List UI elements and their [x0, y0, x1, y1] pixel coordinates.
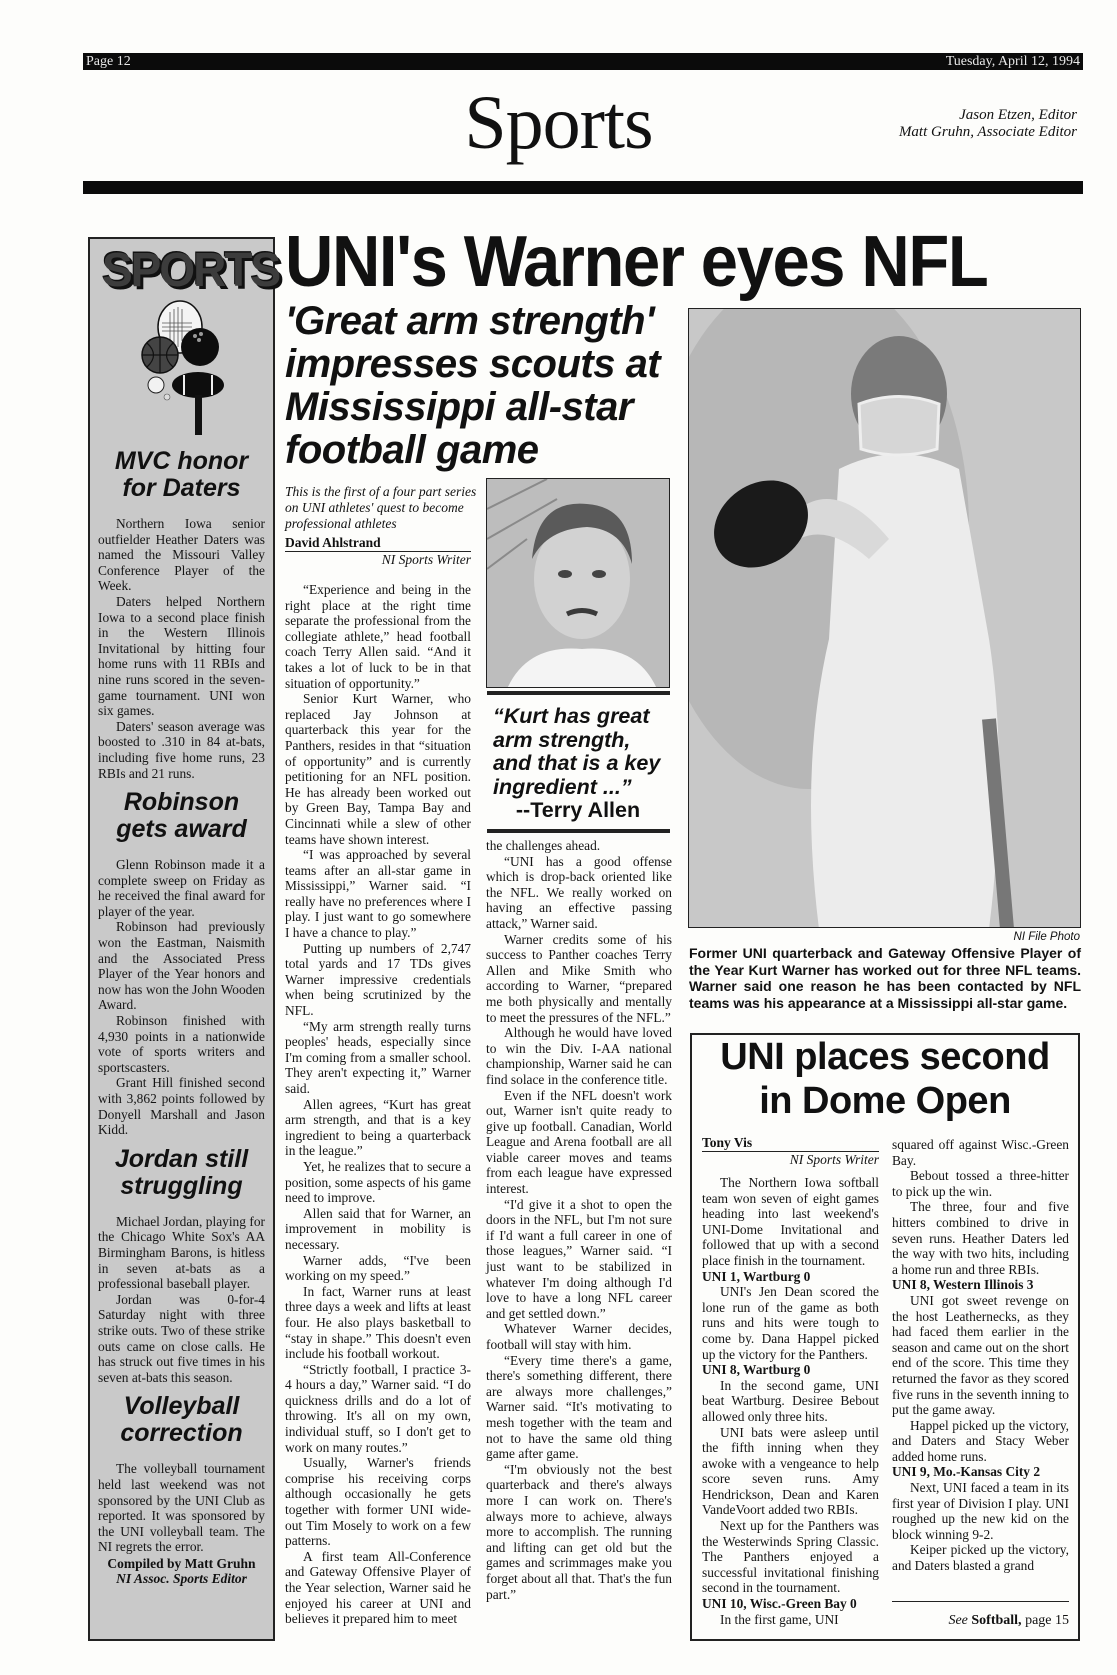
byline-name: Tony Vis [702, 1135, 879, 1152]
softball-headline-line1: UNI places second [720, 1036, 1050, 1078]
brief-paragraph: Robinson finished with 4,930 points in a nationwide vote of sports writers and sportscasters. [98, 1013, 265, 1075]
coach-portrait-icon [487, 479, 670, 688]
brief-paragraph: Jordan was 0-for-4 Saturday night with three strike outs. Two of these strike outs came on close calls. He has struck out five times in his seven at-bats this season. [98, 1291, 265, 1385]
story-paragraph: “I'd give it a shot to open the doors in the NFL, but I'm not sure if I'd want a full career in one of those leagues,” Warner said. “I just want to be stabilized in whatever I'm doing although I'd love to have a long NFL career and get settled down.” [486, 1196, 672, 1321]
byline-role: NI Sports Writer [789, 1152, 879, 1167]
series-note: This is the first of a four part series on UNI athletes' quest to become professional athletes [285, 484, 477, 531]
story-paragraph: “Experience and being in the right place at the right time separate the professional from the collegiate athlete,” head football coach Terry Allen said. “And it takes a lot of luck to be in that situation of opportunity.” [285, 582, 471, 691]
jump-topic: Softball, [971, 1613, 1022, 1628]
story-paragraph: UNI bats were asleep until the fifth inning when they awoke with a vengeance to help score seven runs. Amy Hendrickson, Dean and Karen VandeVoort added two RBIs. [702, 1424, 879, 1518]
main-headline: UNI's Warner eyes NFL [285, 222, 988, 302]
brief-heading-robinson: Robinson gets award [116, 788, 247, 844]
story-paragraph: Even if the NFL doesn't work out, Warner isn't quite ready to give up football. Canadian, World League and Arena football are all viable career moves and teams from each league have expressed interest. [486, 1087, 672, 1197]
byline-role: NI Sports Writer [381, 552, 471, 567]
story-paragraph: “I was approached by several teams after an all-star game in Mississippi,” Warner said. “I really have no preferences where I play. I just want to go somewhere I have a chance to play.” [285, 847, 471, 941]
main-story-column-1 [285, 582, 471, 1627]
jump-rule [892, 1601, 1069, 1602]
compiled-by: Compiled by Matt Gruhn [107, 1555, 256, 1571]
jump-page: page 15 [1025, 1613, 1069, 1628]
story-paragraph: Happel picked up the victory, and Daters and Stacy Weber added home runs. [892, 1417, 1069, 1464]
softball-headline [692, 1035, 1078, 1123]
brief-paragraph: Northern Iowa senior outfielder Heather Daters was named the Missouri Valley Conference Player of the Week. [98, 516, 265, 594]
compiler-title: NI Assoc. Sports Editor [116, 1570, 247, 1586]
brief-paragraph: Michael Jordan, playing for the Chicago White Sox's AA Birmingham Barons, is hitless in seven at-bats as a professional baseball player. [98, 1213, 265, 1292]
story-paragraph: Allen agrees, “Kurt has great arm strength, and that is a key ingredient to being a quarterback in the league.” [285, 1096, 471, 1159]
story-paragraph: The three, four and five hitters combined to drive in seven runs. Heather Daters led the way with two hits, including a home run and three RBIs. [892, 1199, 1069, 1277]
story-paragraph: “Every time there's a game, there's something different, there are always more challenges,” Warner said. “It's motivating to mesh together with the team and not to have the same old thing game after game. [486, 1352, 672, 1462]
jump-line [892, 1613, 1069, 1629]
quarterback-figure-icon [689, 309, 1081, 928]
story-paragraph: In the second game, UNI beat Wartburg. Desiree Bebout allowed only three hits. [702, 1377, 879, 1424]
story-paragraph: “UNI has a good offense which is drop-back oriented like the NFL. We really worked on having an effective passing attack,” Warner said. [486, 853, 672, 931]
softball-column-1 [702, 1175, 879, 1627]
story-paragraph: the challenges ahead. [486, 838, 601, 853]
story-paragraph: Warner credits some of his success to Panther coaches Terry Allen and Mike Smith who according to Warner, “prepared me both physically and mentally to meet the pressures of the NFL.” [486, 931, 672, 1025]
story-paragraph: Bebout tossed a three-hitter to pick up the win. [892, 1168, 1069, 1199]
brief-paragraph: Grant Hill finished second with 3,862 points followed by Donyell Marshall and Jason Kidd. [98, 1075, 265, 1138]
editor-line: Jason Etzen, Editor [959, 107, 1077, 123]
pullquote-top-rule [487, 691, 670, 695]
softball-byline [702, 1135, 879, 1168]
story-paragraph: “I'm obviously not the best quarterback and there's always more I can work on. There's always more to achieve, always more to accomplish. The running and lifting can get old but the games and scrimmages make you forget about all that. That's the fun part.” [486, 1461, 672, 1602]
main-story-column-2 [486, 838, 672, 1602]
story-paragraph: UNI got sweet revenge on the host Leathernecks, as they had faced them earlier in the season and came out on the short end of the score. This time they returned the favor as they scored five runs in the seventh inning to put the game away. [892, 1292, 1070, 1418]
jump-see: See [948, 1613, 968, 1628]
story-paragraph: Usually, Warner's friends comprise his receiving corps although occasionally he gets together with former UNI wide-out Tim Mosely to work on a few patterns. [285, 1455, 471, 1549]
story-paragraph: Whatever Warner decides, football will stay with him. [486, 1321, 672, 1352]
game-score-heading: UNI 8, Western Illinois 3 [892, 1277, 1034, 1293]
softball-column-2 [892, 1137, 1069, 1574]
brief-paragraph: Daters helped Northern Iowa to a second place finish in the Western Illinois Invitational by hitting four home runs with 11 RBIs and nine runs scored in the seven-game tournament. UNI won six games. [98, 593, 265, 719]
story-paragraph: A first team All-Conference and Gateway Offensive Player of the Year selection, Warner said he enjoyed his career at UNI and believes it prepared him to meet [285, 1548, 471, 1627]
story-paragraph: “My arm strength really turns peoples' heads, especially since I'm coming from a smaller school. They aren't expecting it,” Warner said. [285, 1018, 471, 1096]
story-paragraph: squared off against Wisc.-Green Bay. [892, 1137, 1069, 1168]
story-paragraph: Although he would have loved to win the Div. I-AA national championship, Warner said he can find solace in the conference title. [486, 1025, 672, 1087]
brief-heading-jordan: Jordan still struggling [114, 1144, 249, 1200]
issue-date: Tuesday, April 12, 1994 [945, 54, 1080, 69]
page-number: Page 12 [86, 54, 131, 69]
story-paragraph: Next up for the Panthers was the Westerwinds Spring Classic. The Panthers enjoyed a successful invitational finishing second in the tournament. [702, 1518, 879, 1596]
story-paragraph: Allen said that for Warner, an improvement in mobility is necessary. [285, 1205, 471, 1252]
editors-credit [899, 107, 1077, 141]
associate-editor-line: Matt Gruhn, Associate Editor [898, 124, 1077, 140]
game-score-heading: UNI 9, Mo.-Kansas City 2 [892, 1464, 1041, 1480]
page-header-bar [83, 53, 1083, 70]
story-paragraph: In fact, Warner runs at least three days a week and lifts at least four. He also plays basketball to “stay in shape.” This doesn't even include his football workout. [285, 1283, 471, 1362]
story-paragraph: Putting up numbers of 2,747 total yards and 17 TDs gives Warner impressive credentials when being scrutinized by the NFL. [285, 940, 471, 1019]
brief-paragraph: The volleyball tournament held last weekend was not sponsored by the UNI Club as reported. It was sponsored by the UNI volleyball team. The NI regrets the error. [98, 1461, 265, 1555]
story-paragraph: In the first game, UNI [720, 1611, 839, 1627]
brief-paragraph: Robinson had previously won the Eastman, Naismith and the Associated Press Player of the Year honors and now has won the John Wooden Award. [98, 919, 265, 1013]
sports-balls-icon [138, 297, 238, 437]
story-paragraph: Senior Kurt Warner, who replaced Jay Johnson at quarterback this year for the Panthers, resides in that “situation of opportunity” and is currently petitioning for an NFL position. He has already been worked out by Green Bay, Tampa Bay and Cincinnati while a slew of other teams have shown interest. [285, 691, 471, 847]
pull-quote: “Kurt has great arm strength, and that is a key ingredient ...” [493, 704, 661, 799]
story-paragraph: UNI's Jen Dean scored the lone run of the game as both runs and hits were tough to come by. Dana Happel picked up the victory for the Panthers. [702, 1284, 879, 1362]
main-deck: 'Great arm strength' impresses scouts at Mississippi all-star football game [285, 299, 661, 472]
softball-headline-line2: in Dome Open [759, 1080, 1011, 1122]
section-title: Sports [464, 81, 653, 165]
coach-headshot-photo [486, 478, 670, 688]
sidebar-credit [98, 1556, 265, 1586]
brief-paragraph: Daters' season average was boosted to .310 in 84 at-bats, including five home runs, 23 RBIs and 21 runs. [98, 718, 265, 781]
quarterback-photo [688, 308, 1081, 928]
pullquote-bottom-rule [487, 829, 670, 833]
game-score-heading: UNI 10, Wisc.-Green Bay 0 [702, 1596, 857, 1612]
brief-heading-daters: MVC honor for Daters [114, 447, 249, 502]
photo-caption: Former UNI quarterback and Gateway Offensive Player of the Year Kurt Warner has worked out for three NFL teams. Warner said one reason he has been contacted by NFL teams was his appearance at a Mississippi all-star game. [689, 945, 1081, 1011]
game-score-heading: UNI 8, Wartburg 0 [702, 1362, 811, 1378]
softball-story-box [690, 1033, 1080, 1641]
game-score-heading: UNI 1, Wartburg 0 [702, 1268, 811, 1284]
photo-credit: NI File Photo [1013, 931, 1080, 943]
story-paragraph: Yet, he realizes that to secure a position, some aspects of his game need to improve. [285, 1158, 471, 1206]
main-byline [285, 535, 471, 568]
story-paragraph: Next, UNI faced a team in its first year of Division I play. UNI roughed up the new kid on the block winning 9-2. [892, 1480, 1069, 1542]
sports-logo [98, 241, 280, 440]
story-paragraph: Warner adds, “I've been working on my speed.” [285, 1252, 471, 1284]
story-paragraph: The Northern Iowa softball team won seven of eight games heading into last weekend's UNI-Dome Invitational and followed that up with a second place finish in the tournament. [702, 1175, 879, 1268]
story-paragraph: “Strictly football, I practice 3-4 hours a day,” Warner said. “I do quickness drills and do a lot of throwing. It's all on my own, individual stuff, so I don't get to work on many routes.” [285, 1361, 471, 1455]
byline-name: David Ahlstrand [285, 535, 471, 552]
pull-quote-attribution: --Terry Allen [515, 798, 641, 822]
masthead-rule [83, 181, 1083, 194]
brief-paragraph: Glenn Robinson made it a complete sweep on Friday as he received the final award for player of the year. [98, 857, 265, 919]
brief-heading-volleyball: Volleyball correction [120, 1392, 243, 1448]
sports-logo-text: SPORTS [102, 241, 280, 297]
sports-briefs-sidebar [88, 237, 280, 1641]
story-paragraph: Keiper picked up the victory, and Daters blasted a grand [892, 1542, 1069, 1574]
